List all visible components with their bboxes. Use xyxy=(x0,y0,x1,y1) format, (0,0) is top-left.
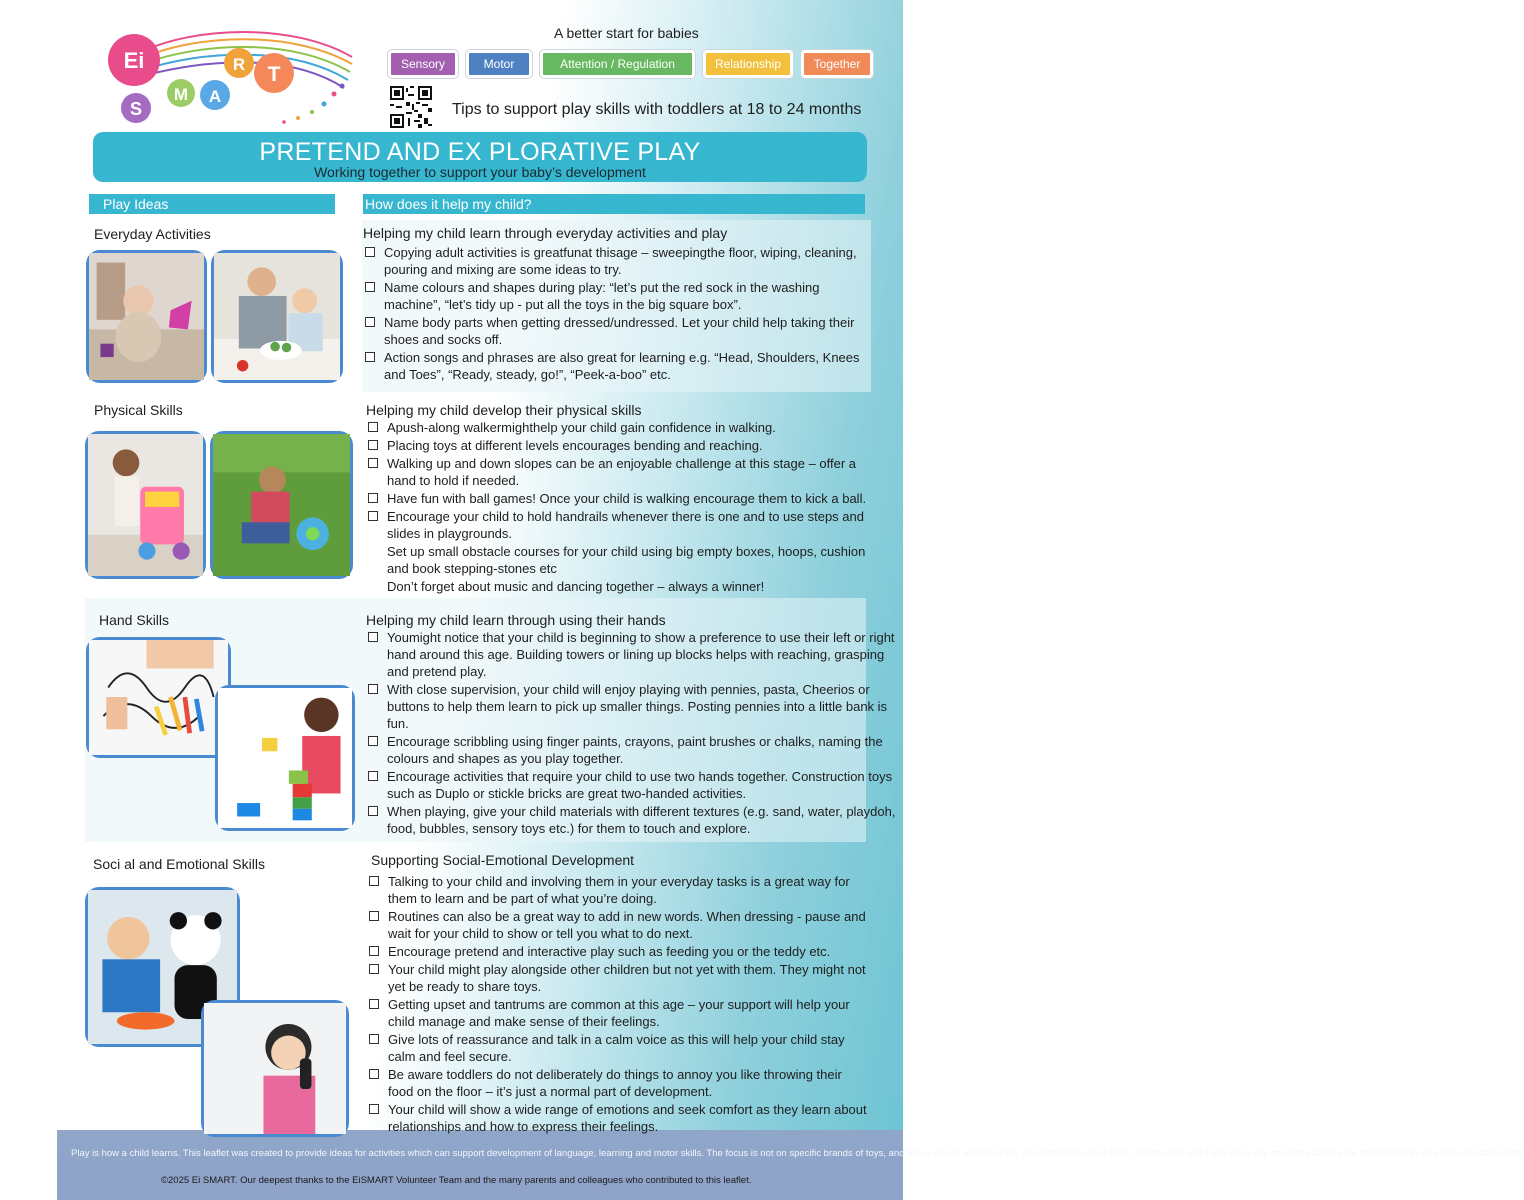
section-heading: Helping my child develop their physical skills xyxy=(366,402,642,418)
tip-item: Encourage scribbling using finger paints, crayons, paint brushes or chalks, naming the colours and shapes as you play together. xyxy=(368,733,908,767)
column-header-how-it-helps: How does it help my child? xyxy=(363,194,865,214)
tip-item: Youmight notice that your child is beginning to show a preference to use their left or right hand around this age. Building towers or lining up blocks helps with reaching, grasping and pretend play. xyxy=(368,629,908,680)
tip-item: Talking to your child and involving them in your everyday tasks is a great way for them to learn and be part of what you’re doing. xyxy=(369,873,869,907)
tip-item: Your child might play alongside other children but not yet with them. They might not yet be ready to share toys. xyxy=(369,961,869,995)
logo-letter: Ei xyxy=(123,48,145,73)
tip-item: Don’t forget about music and dancing together – always a winner! xyxy=(387,579,765,594)
tip-item: Apush-along walkermighthelp your child gain confidence in walking. xyxy=(368,419,868,436)
photo-child-ball-grass xyxy=(210,431,353,579)
tagline: A better start for babies xyxy=(554,25,699,41)
category-tags xyxy=(388,50,873,78)
footer-band xyxy=(57,1130,1524,1200)
leaflet-subtitle: Tips to support play skills with toddlers at 18 to 24 months xyxy=(452,101,862,118)
tips-list-social xyxy=(369,873,869,1136)
section-title-social-emotional: Soci al and Emotional Skills xyxy=(93,856,265,872)
qr-code[interactable] xyxy=(390,86,432,128)
tip-item: Name colours and shapes during play: “let’s put the red sock in the washing machine”, “let’s tidy up - put all the toys in the big square box”. xyxy=(365,279,870,313)
photo-child-phone xyxy=(201,1000,349,1137)
section-title-everyday-activities: Everyday Activities xyxy=(94,226,211,242)
logo-letter: S xyxy=(129,99,143,119)
tips-list-hand xyxy=(368,629,908,838)
tip-item: Encourage pretend and interactive play such as feeding you or the teddy etc. xyxy=(369,943,869,960)
tip-item: Encourage activities that require your child to use two hands together. Construction toys such as Duplo or stickle bricks are great two-handed activities. xyxy=(368,768,908,802)
tip-item: With close supervision, your child will enjoy playing with pennies, pasta, Cheerios or buttons to help them learn to pick up smaller things. Posting pennies into a little bank is fun. xyxy=(368,681,908,732)
tag-sensory: Sensory xyxy=(388,50,458,78)
tip-item: Getting upset and tantrums are common at this age – your support will help your child manage and make sense of their feelings. xyxy=(369,996,869,1030)
tip-item: Encourage your child to hold handrails whenever there is one and to use steps and slides in playgrounds. xyxy=(368,508,868,542)
tips-list-everyday xyxy=(365,244,870,384)
tip-item: When playing, give your child materials with different textures (e.g. sand, water, playdoh, food, bubbles, sensory toys etc.) for them to touch and explore. xyxy=(368,803,908,837)
tag-motor: Motor xyxy=(466,50,532,78)
copyright: ©2025 Ei SMART. Our deepest thanks to the EiSMART Volunteer Team and the many parents and colleagues who contributed to this leaflet. xyxy=(161,1175,752,1186)
logo-letter: R xyxy=(232,55,246,74)
tag-attention-regulation: Attention / Regulation xyxy=(540,50,695,78)
section-heading: Helping my child learn through using their hands xyxy=(366,612,666,628)
tag-relationship: Relationship xyxy=(703,50,793,78)
photo-child-blocks xyxy=(215,685,355,831)
tip-item: Copying adult activities is greatfunat thisage – sweepingthe floor, wiping, cleaning, pouring and mixing are some ideas to try. xyxy=(365,244,870,278)
tip-item: Give lots of reassurance and talk in a calm voice as this will help your child stay calm and feel secure. xyxy=(369,1031,869,1065)
logo-letter: A xyxy=(208,87,222,106)
tips-list-physical xyxy=(368,419,868,596)
section-title-hand-skills: Hand Skills xyxy=(99,612,170,628)
tip-item: Walking up and down slopes can be an enjoyable challenge at this stage – offer a hand to hold if needed. xyxy=(368,455,868,489)
title-banner xyxy=(93,132,867,182)
page-title: PRETEND AND EX PLORATIVE PLAY xyxy=(259,138,701,166)
logo-letter: T xyxy=(267,63,281,86)
tip-item: Set up small obstacle courses for your child using big empty boxes, hoops, cushion and book stepping-stones etc xyxy=(387,544,866,576)
photo-parent-cooking xyxy=(211,250,343,383)
tip-item: Be aware toddlers do not deliberately do things to annoy you like throwing their food on the floor – it’s just a normal part of development. xyxy=(369,1066,869,1100)
page-subtitle: Working together to support your baby’s development xyxy=(314,164,646,180)
tip-item: Have fun with ball games! Once your child is walking encourage them to kick a ball. xyxy=(368,490,868,507)
tip-item: Your child will show a wide range of emotions and seek comfort as they learn about relationships and how to express their feelings. xyxy=(369,1101,869,1135)
photo-child-crayons xyxy=(86,637,231,758)
tip-item: Name body parts when getting dressed/undressed. Let your child help taking their shoes and socks off. xyxy=(365,314,870,348)
section-heading: Supporting Social-Emotional Development xyxy=(371,852,635,868)
section-title-physical-skills: Physical Skills xyxy=(94,402,183,418)
tip-item: Routines can also be a great way to add in new words. When dressing - pause and wait for your child to show or tell you what to do next. xyxy=(369,908,869,942)
leaflet-page xyxy=(57,0,1524,1200)
column-header-play-ideas: Play Ideas xyxy=(89,194,335,214)
eismart-logo xyxy=(102,22,362,134)
tag-together: Together xyxy=(801,50,873,78)
tip-item: Action songs and phrases are also great for learning e.g. “Head, Shoulders, Knees and Toes”, “Ready, steady, go!”, “Peek-a-boo” etc. xyxy=(365,349,870,383)
logo-letter: M xyxy=(173,85,189,104)
photo-child-walker xyxy=(85,431,206,579)
photo-child-sweeping xyxy=(86,250,207,383)
section-heading: Helping my child learn through everyday activities and play xyxy=(363,225,728,241)
footer-disclaimer: Play is how a child learns. This leaflet was created to provide ideas for activities which can support development of language, learning and motor skills. The focus is not on specific brands of toys, and this is not an extensive list. Development varies from child to child and if you have any concerns about your child speak to your GP or health visitor. xyxy=(71,1148,1524,1159)
tip-item: Placing toys at different levels encourages bending and reaching. xyxy=(368,437,868,454)
